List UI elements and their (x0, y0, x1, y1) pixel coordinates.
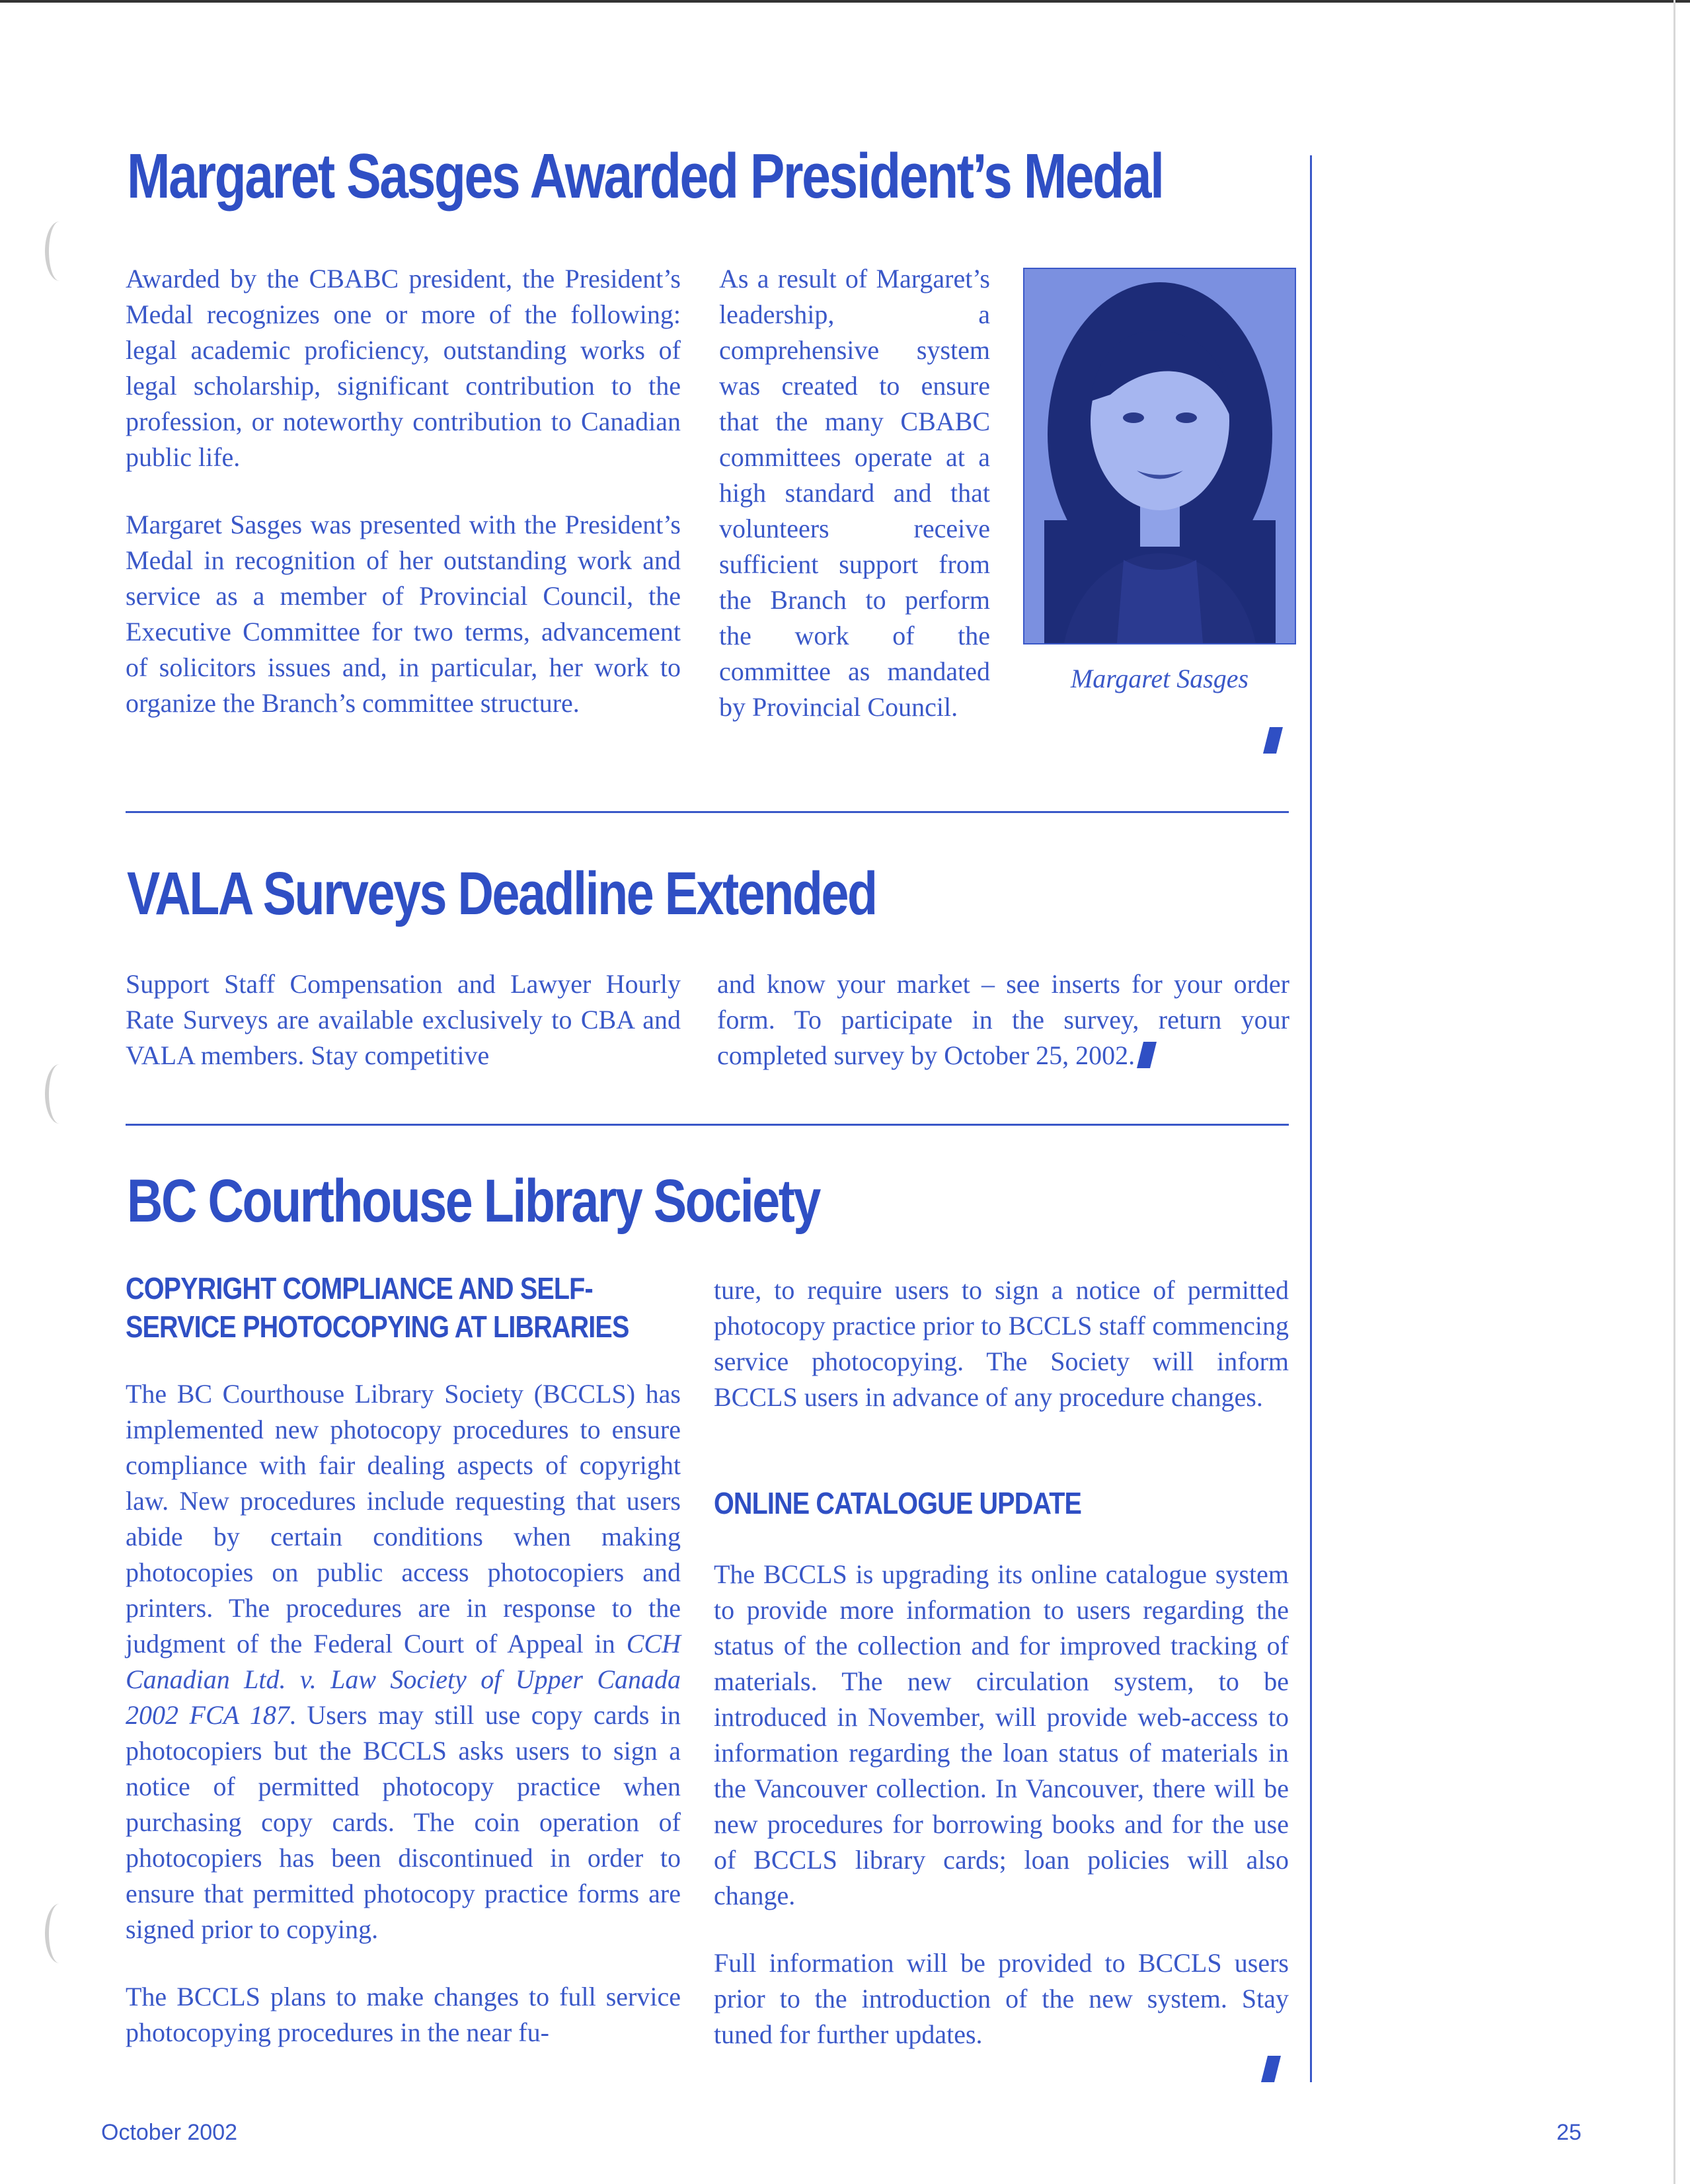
article-title-presidents-medal: Margaret Sasges Awarded President’s Medal (127, 141, 1163, 212)
footer-date: October 2002 (101, 2120, 238, 2145)
paragraph-text: The BC Courthouse Library Society (BCCLS) has implemented new photocopy procedures to ensure compliance with fair dealing aspects of copyright law. New procedures include requesting that users abide by certain conditions when making photocopies on public access photocopiers and printers. The procedures are in response to the judgment of the Federal Court of Appeal in (126, 1379, 681, 1658)
paragraph: Margaret Sasges was presented with the President’s Medal in recognition of her outstanding work and service as a member of Provincial Council, the Executive Committee for two terms, advancement of solicitors issues and, in particular, her work to organize the Branch’s committee structure. (126, 510, 681, 718)
end-mark-icon (1261, 2056, 1281, 2082)
paragraph: The BCCLS is upgrading its online catalogue system to provide more information to users regarding the status of the collection and for improved tracking of materials. The new circulation system, to be introduced in November, will provide web-access to information regarding the loan status of materials in the Vancouver collection. In Vancouver, there will be new procedures for borrowing books and for the use of BCCLS library cards; loan policies will also change. (714, 1559, 1289, 1910)
page-edge (1673, 0, 1675, 2184)
section-divider (126, 1124, 1289, 1126)
column-rule (1310, 155, 1312, 2082)
paragraph: Full information will be provided to BCCLS users prior to the introduction of the new system. Stay tuned for further updates. (714, 1948, 1289, 2049)
photo-caption: Margaret Sasges (1070, 664, 1249, 693)
paragraph (717, 966, 1289, 1073)
paragraph: Support Staff Compensation and Lawyer Hourly Rate Surveys are available exclusively to CBA and VALA members. Stay competitive (126, 969, 681, 1070)
paragraph: The BCCLS plans to make changes to full service photocopying procedures in the near fu- (126, 1982, 681, 2047)
end-mark-icon (1137, 1042, 1157, 1068)
page-number: 25 (1556, 2120, 1582, 2145)
paragraph-text: . Users may still use copy cards in photocopiers but the BCCLS asks users to sign a notice of permitted photocopy practice when purchasing copy cards. The coin operation of photocopiers has been discontinued in order to ensure that permitted photocopy practice forms are signed prior to copying. (126, 1700, 681, 1944)
paragraph: Awarded by the CBABC president, the President’s Medal recognizes one or more of the following: legal academic proficiency, outstanding works of legal scholarship, significant contribution to the profession, or noteworthy contribution to Canadian public life. (126, 264, 681, 472)
article3-column-2-continued (714, 1557, 1289, 2052)
article1-column-2 (719, 261, 990, 725)
article-title-vala-surveys: VALA Surveys Deadline Extended (127, 860, 876, 927)
portrait-photo (1024, 269, 1295, 643)
article2-column-1 (126, 966, 681, 1073)
article3-column-2 (714, 1272, 1289, 1415)
binder-hole (45, 1904, 74, 1963)
article-title-bc-courthouse: BC Courthouse Library Society (127, 1167, 820, 1235)
case-citation: CCH Canadian Ltd. v. Law Society of Upper Canada 2002 FCA 187 (126, 1629, 681, 1730)
section-divider (126, 811, 1289, 813)
paragraph-text: and know your market – see inserts for your order form. To participate in the survey, return your completed survey by October 25, 2002. (717, 969, 1289, 1070)
top-rule (0, 0, 1690, 3)
paragraph: As a result of Margaret’s leadership, a comprehensive system was created to ensure that the many CBABC committees operate at a high standard and that volunteers receive sufficient support from the Branch to perform the work of the committee as mandated by Provincial Council. (719, 264, 990, 722)
article3-column-1 (126, 1376, 681, 2050)
paragraph: ture, to require users to sign a notice of permitted photocopy practice prior to BCCLS staff commencing service photocopying. The Society will inform BCCLS users in advance of any procedure changes. (714, 1275, 1289, 1412)
end-mark-icon (1263, 727, 1283, 754)
binder-hole (45, 221, 74, 281)
subheading-online-catalogue: ONLINE CATALOGUE UPDATE (714, 1486, 1082, 1520)
portrait-illustration (1024, 269, 1295, 643)
binder-hole (45, 1064, 74, 1124)
subheading-copyright: COPYRIGHT COMPLIANCE AND SELF-SERVICE PHOTOCOPYING AT LIBRARIES (126, 1271, 629, 1344)
paragraph (126, 1376, 681, 1947)
article1-column-1 (126, 261, 681, 721)
article2-column-2 (717, 966, 1289, 1073)
